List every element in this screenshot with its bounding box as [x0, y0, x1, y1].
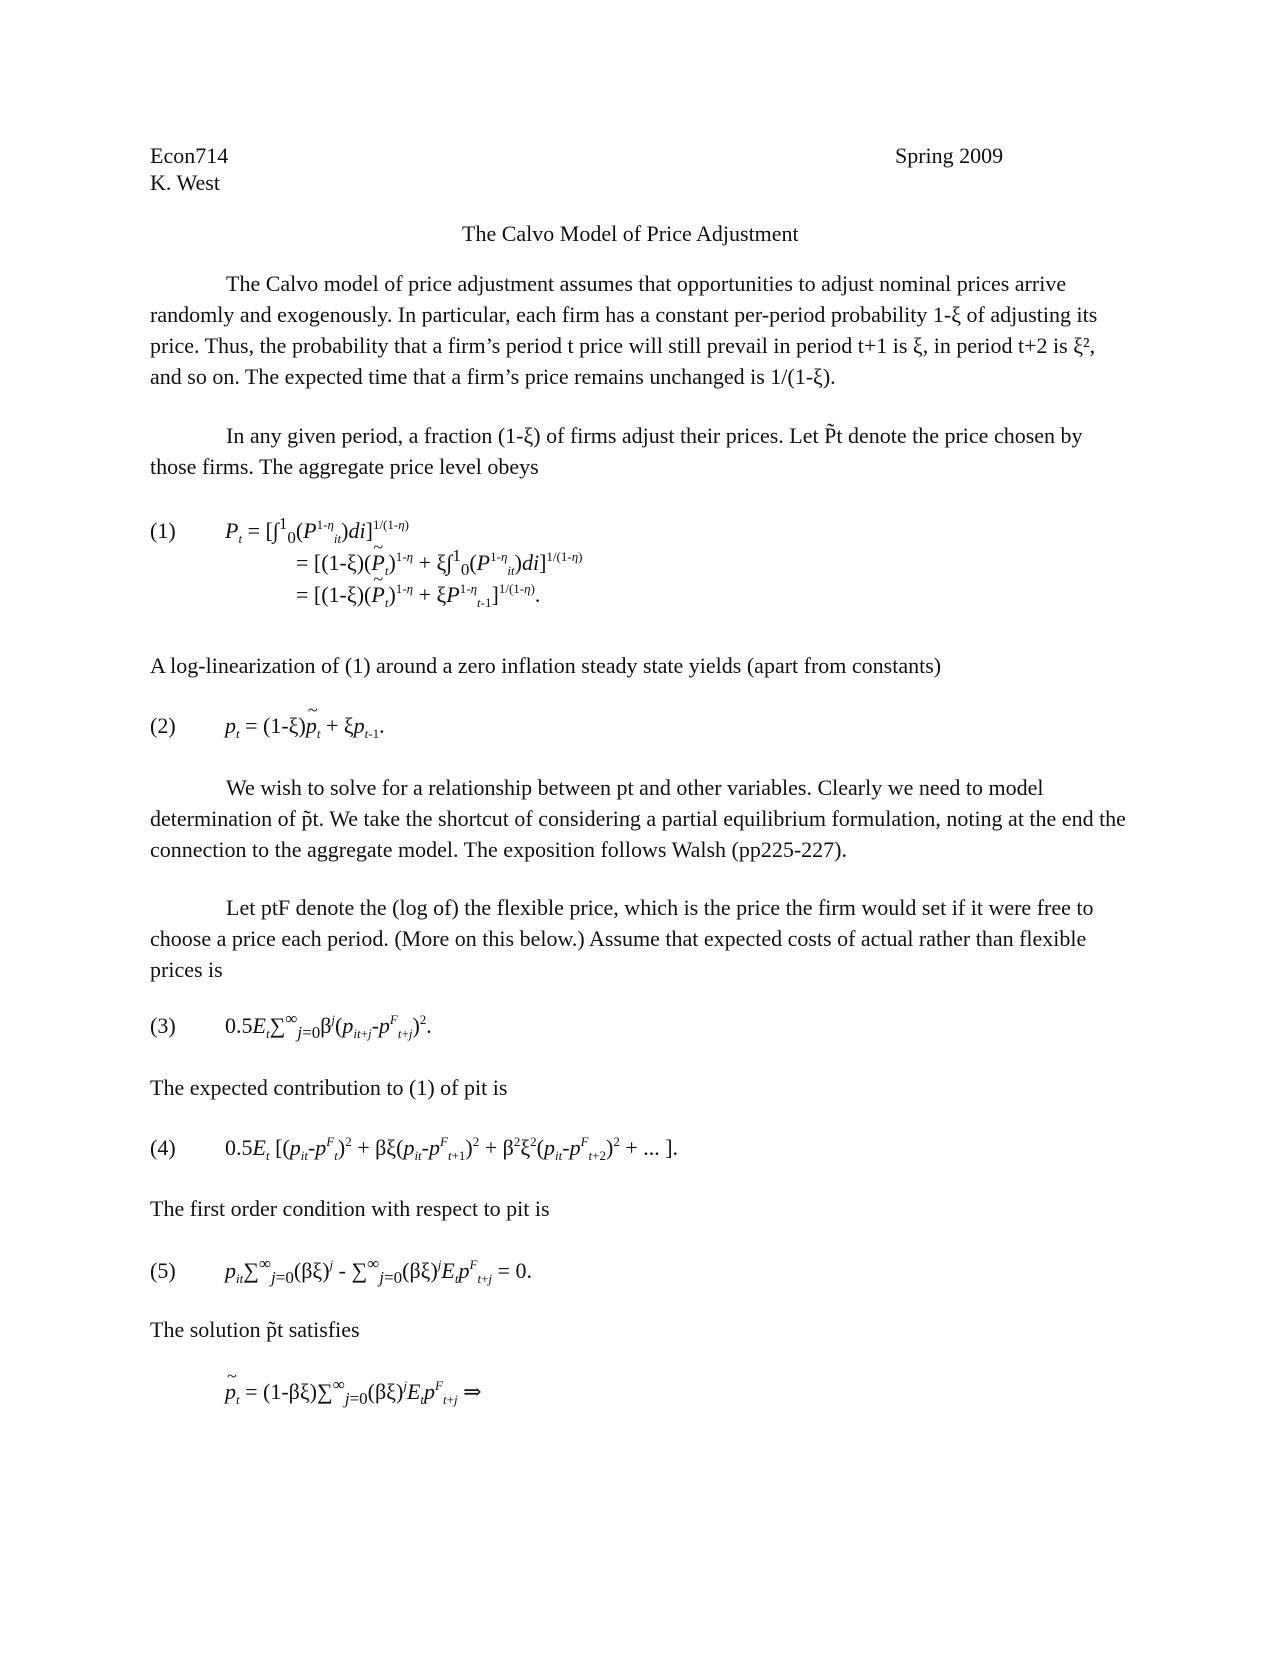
paragraph-text: We wish to solve for a relationship between pt and other variables. Clearly we need to model determination of p̃t. We take the shortcut of considering a partial equilibrium formulation, noting at the end the connection to the aggregate model. The exposition follows Walsh (pp225-227).: [150, 775, 1126, 862]
equation-3: $0.5E_t\sum^\infty_{j=0}\beta^j(p_{it+j}-p^F_{t+j})^2$.: [225, 1009, 432, 1042]
equation-5: $p_{it}\sum^\infty_{j=0}(\beta\xi)^j - \sum^\infty_{j=0}(\beta\xi)^jE_tp^F_{t+j} = 0$.: [225, 1254, 532, 1287]
paragraph-text: The expected contribution to (1) of pit is: [150, 1075, 508, 1100]
paragraph-solve-relationship: [150, 772, 1130, 865]
equation-solution: ~ $p_t = (1-\beta\xi)\sum^\infty_{j=0}(\beta\xi)^jE_tp^F_{t+j}$ ⇒: [225, 1376, 482, 1407]
equation-2: $p_t$ = (1-ξ)~ $p_t + \xi p_{t-1}$.: [225, 710, 385, 741]
paragraph-text: A log-linearization of (1) around a zero inflation steady state yields (apart from constants): [150, 653, 942, 678]
paragraph-text: In any given period, a fraction (1-ξ) of firms adjust their prices. Let P̃t denote the price chosen by those firms. The aggregate price level obeys: [150, 423, 1083, 479]
equation-5-label: (5): [150, 1258, 176, 1283]
term: Spring 2009: [895, 143, 1004, 168]
course-code: Econ714: [150, 143, 229, 168]
paragraph-flexible-price: [150, 892, 1130, 985]
equation-2-label: (2): [150, 713, 176, 738]
equation-3-label: (3): [150, 1013, 176, 1038]
equation-1-label: (1): [150, 518, 176, 543]
paragraph-solution: [150, 1314, 1130, 1345]
paragraph-expected-contribution: [150, 1072, 1130, 1103]
equation-1-line-1: $P_t = [\int^1_0(P^{1-\eta}_{it})di]^{1/(1-\eta)}$: [225, 514, 410, 547]
paragraph-text: The Calvo model of price adjustment assumes that opportunities to adjust nominal prices arrive randomly and exogenously. In particular, each firm has a constant per-period probability 1-ξ of adjusting its price. Thus, the probability that a firm’s period t price will still prevail in period t+1 is ξ, in period t+2 is ξ², and so on. The expected time that a firm’s price remains unchanged is 1/(1-ξ).: [150, 271, 1098, 389]
document-title: The Calvo Model of Price Adjustment: [462, 221, 799, 246]
paragraph-text: The first order condition with respect to pit is: [150, 1196, 550, 1221]
paragraph-fraction-adjust: [150, 420, 1130, 482]
author-name: K. West: [150, 170, 220, 195]
equation-4: $0.5E_t$ [$(p_{it}-p^F_t)^2 + \beta\xi(p_{it}-p^F_{t+1})^2 + \beta^2\xi^2(p_{it}-p^F_{t+2})^2$ + ... ].: [225, 1134, 679, 1163]
paragraph-log-linearization: [150, 650, 1130, 681]
equation-4-label: (4): [150, 1135, 176, 1160]
paragraph-first-order-condition: [150, 1193, 1130, 1224]
paragraph-calvo-intro: [150, 268, 1130, 392]
paragraph-text: The solution p̃t satisfies: [150, 1317, 360, 1342]
paragraph-text: Let ptF denote the (log of) the flexible price, which is the price the firm would set if it were free to choose a price each period. (More on this below.) Assume that expected costs of actual rather than flexible prices is: [150, 895, 1094, 982]
equation-1-line-2: = [(1-ξ)(~ $P_t)^{1-\eta} + \xi\int^1_0(P^{1-\eta}_{it})di]^{1/(1-\eta)}$: [296, 547, 582, 578]
equation-1-line-3: = [(1-ξ)(~ $P_t)^{1-\eta} + \xi P^{1-\eta}_{t-1}]^{1/(1-\eta)}$.: [296, 579, 540, 610]
